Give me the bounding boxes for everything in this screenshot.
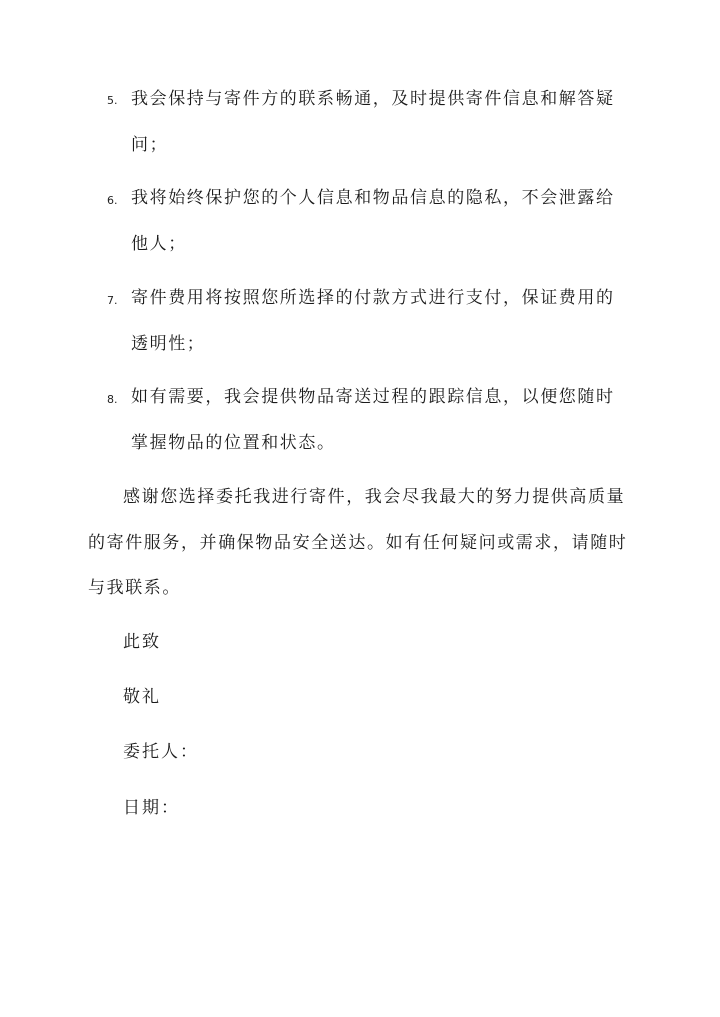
- list-number: 7.: [107, 294, 118, 307]
- closing-regards: 敬礼: [123, 687, 161, 707]
- list-item-text: 寄件费用将按照您所选择的付款方式进行支付，保证费用的: [131, 288, 615, 308]
- paragraph-line: 与我联系。: [88, 578, 181, 598]
- list-item-text: 我会保持与寄件方的联系畅通，及时提供寄件信息和解答疑: [131, 89, 615, 109]
- list-number: 5.: [107, 94, 118, 107]
- list-item-text: 我将始终保护您的个人信息和物品信息的隐私，不会泄露给: [131, 188, 615, 208]
- list-number: 6.: [107, 194, 118, 207]
- list-item-text-continued: 问；: [131, 135, 169, 155]
- list-item-text: 如有需要，我会提供物品寄送过程的跟踪信息，以便您随时: [131, 387, 615, 407]
- list-number: 8.: [107, 393, 118, 406]
- list-item-text-continued: 他人；: [131, 234, 187, 254]
- closing-salutation: 此致: [123, 632, 161, 652]
- list-item-text-continued: 透明性；: [131, 334, 206, 354]
- list-item-text-continued: 掌握物品的位置和状态。: [131, 433, 336, 453]
- paragraph-line: 的寄件服务，并确保物品安全送达。如有任何疑问或需求，请随时: [88, 533, 628, 553]
- client-label: 委托人：: [123, 742, 199, 762]
- date-label: 日期：: [123, 798, 180, 818]
- paragraph-line: 感谢您选择委托我进行寄件，我会尽我最大的努力提供高质量: [123, 487, 626, 507]
